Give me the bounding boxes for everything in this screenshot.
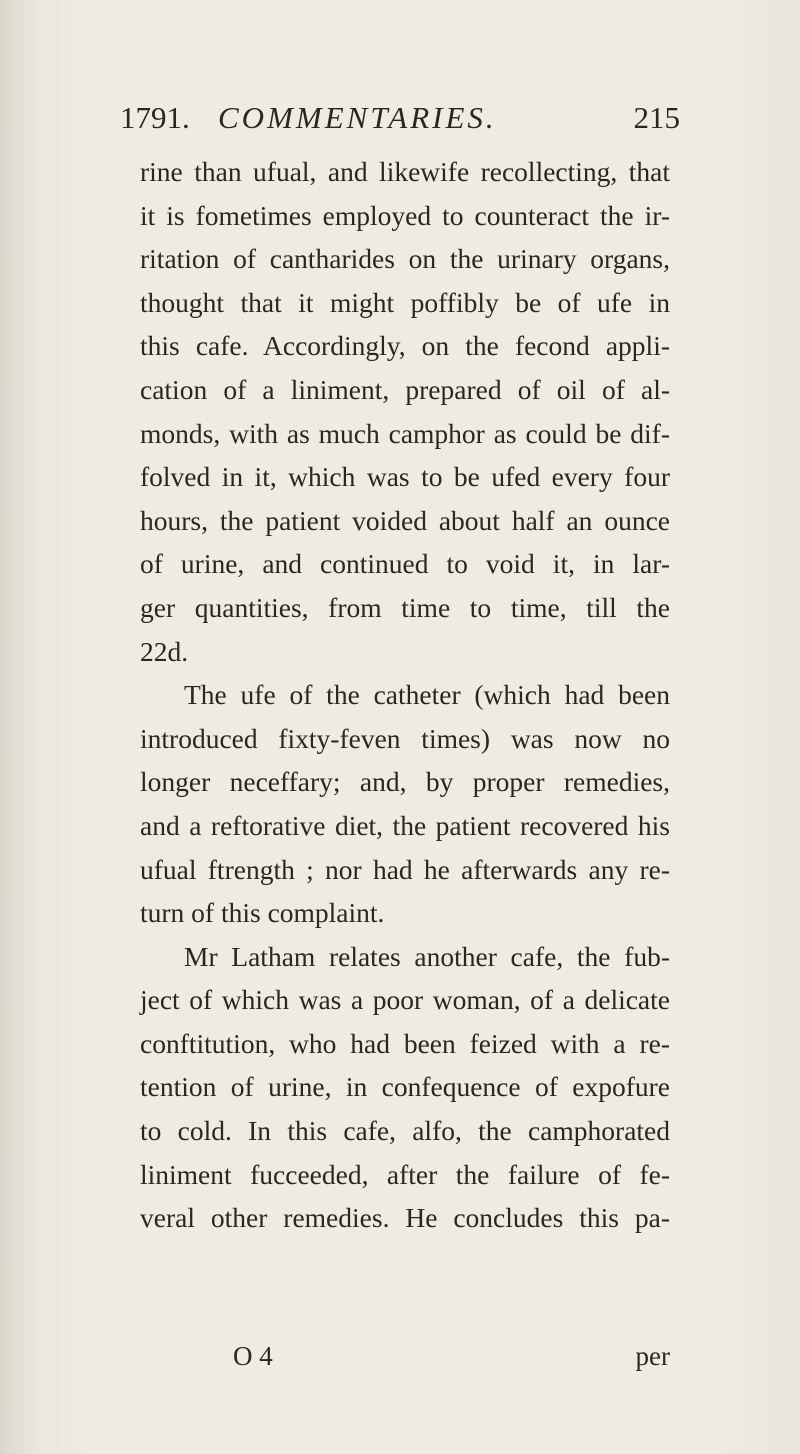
page-header — [120, 98, 680, 138]
signature-mark: O 4 — [233, 1341, 273, 1371]
catchword: per — [635, 1341, 670, 1371]
text-line: ger quantities, from time to time, till the — [140, 591, 670, 623]
text-line: longer neceffary; and, by proper remedies, — [140, 766, 670, 798]
text-line: ject of which was a poor woman, of a delicate — [140, 984, 670, 1016]
text-line: ufual ftrength ; nor had he afterwards any re- — [140, 853, 670, 885]
text-line: monds, with as much camphor as could be dif- — [140, 417, 670, 449]
text-line: cation of a liniment, prepared of oil of al- — [140, 373, 670, 405]
body-text — [140, 150, 670, 1240]
text-line: thought that it might poffibly be of ufe in — [140, 286, 670, 318]
text-line: this cafe. Accordingly, on the fecond appli- — [140, 330, 670, 362]
text-line: 22d. — [140, 635, 189, 667]
text-line: turn of this complaint. — [140, 897, 385, 929]
text-line: introduced fixty-feven times) was now no — [140, 722, 670, 754]
page-footer — [140, 1336, 670, 1376]
page-number: 215 — [633, 100, 680, 135]
header-year: 1791. — [120, 100, 190, 135]
text-line: tention of urine, in confequence of expofure — [140, 1071, 670, 1103]
paragraph-start-line: The ufe of the catheter (which had been — [184, 679, 670, 711]
text-line: conftitution, who had been feized with a re- — [140, 1027, 670, 1059]
text-line: hours, the patient voided about half an ounce — [140, 504, 670, 536]
text-line: folved in it, which was to be ufed every four — [140, 461, 670, 493]
text-line: rine than ufual, and likewife recollecting, that — [140, 156, 670, 187]
text-line: of urine, and continued to void it, in lar- — [140, 548, 670, 580]
running-title: COMMENTARIES. — [218, 100, 497, 135]
text-line: liniment fucceeded, after the failure of fe- — [140, 1158, 670, 1190]
text-line: it is fometimes employed to counteract the ir- — [140, 199, 670, 231]
paragraph-start-line: Mr Latham relates another cafe, the fub- — [184, 940, 670, 972]
text-line: veral other remedies. He concludes this pa- — [140, 1202, 670, 1234]
text-line: ritation of cantharides on the urinary organs, — [140, 243, 670, 275]
text-line: and a reftorative diet, the patient recovered his — [140, 809, 670, 841]
text-line: to cold. In this cafe, alfo, the camphorated — [140, 1115, 670, 1147]
